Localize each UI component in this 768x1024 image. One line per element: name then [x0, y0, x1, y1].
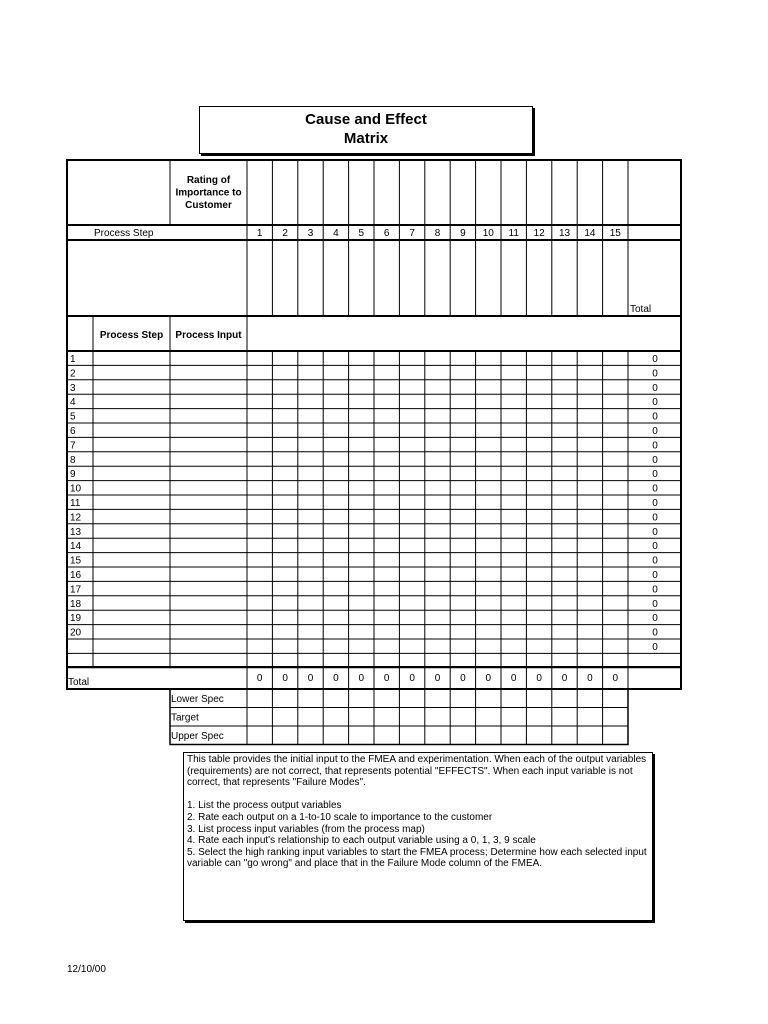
column-total: 0	[561, 673, 568, 684]
row-number: 8	[70, 454, 76, 466]
instructions-intro: This table provides the initial input to the FMEA and experimentation. When each of the output variables (requirements) are not correct, that represents potential "EFFECTS". When each input variable is not correct, that represents "Failure Modes".	[187, 754, 647, 789]
row-number: 3	[70, 382, 76, 394]
output-column-number: 10	[482, 228, 494, 239]
output-column-number: 13	[558, 228, 571, 239]
row-total: 0	[652, 411, 658, 423]
title-line-2: Matrix	[343, 130, 389, 147]
row-total: 0	[652, 613, 658, 625]
column-total: 0	[612, 673, 619, 684]
output-column-number: 12	[533, 228, 545, 239]
output-column-number: 6	[383, 228, 390, 239]
total-column-label: Total	[630, 304, 652, 315]
row-total: 0	[652, 354, 658, 365]
column-total: 0	[434, 673, 441, 684]
row-number: 15	[70, 555, 82, 567]
row-number: 12	[70, 512, 82, 524]
row-total: 0	[652, 483, 658, 495]
spec-row-label: Lower Spec	[171, 694, 224, 705]
column-total: 0	[587, 673, 593, 684]
output-column-number: 8	[434, 228, 441, 239]
row-total: 0	[652, 627, 658, 639]
row-number: 16	[70, 570, 82, 581]
column-total: 0	[358, 673, 365, 684]
process-step-column-header: Process Step	[99, 330, 164, 341]
column-total: 0	[333, 673, 339, 684]
row-number: 9	[70, 469, 76, 481]
row-number: 6	[70, 426, 76, 437]
output-column-number: 7	[409, 228, 415, 239]
output-column-number: 5	[358, 228, 365, 239]
row-total: 0	[652, 526, 658, 538]
column-total: 0	[383, 673, 390, 684]
output-column-number: 15	[609, 228, 621, 239]
column-total: 0	[256, 673, 263, 684]
row-number: 18	[70, 598, 82, 610]
row-total: 0	[652, 555, 658, 567]
instruction-step: 3. List process input variables (from the process map)	[187, 823, 425, 835]
column-total: 0	[409, 673, 415, 684]
output-column-number: 1	[256, 228, 263, 239]
totals-row-label: Total	[68, 677, 90, 688]
instructions-box	[183, 752, 653, 921]
column-total: 0	[460, 673, 466, 684]
row-total: 0	[652, 541, 658, 553]
row-number: 5	[70, 411, 76, 423]
instruction-step: 4. Rate each input's relationship to each output variable using a 0, 1, 3, 9 scale	[187, 835, 536, 847]
row-number: 10	[70, 483, 82, 495]
column-total: 0	[485, 673, 492, 684]
title-line-1: Cause and Effect	[305, 111, 427, 128]
row-number: 14	[70, 541, 82, 553]
output-column-number: 11	[508, 228, 519, 239]
row-number: 4	[70, 397, 76, 409]
row-number: 11	[70, 498, 81, 509]
row-total: 0	[652, 584, 658, 596]
spec-row-label: Target	[171, 712, 199, 724]
row-total: 0	[652, 368, 658, 380]
row-number: 13	[70, 526, 82, 538]
row-total: 0	[652, 382, 658, 394]
instructions-steps	[187, 800, 649, 870]
row-number: 2	[70, 368, 76, 380]
process-input-column-header: Process Input	[175, 330, 242, 341]
instruction-step: 1. List the process output variables	[187, 800, 342, 812]
column-total: 0	[307, 673, 314, 684]
output-column-number: 4	[333, 228, 339, 239]
footer-date: 12/10/00	[67, 964, 106, 975]
row-total: 0	[652, 440, 658, 452]
row-total: 0	[652, 570, 658, 581]
row-total: 0	[652, 512, 658, 524]
rating-label-line: Importance to	[175, 187, 242, 199]
output-column-number: 3	[307, 228, 314, 239]
process-step-header: Process Step	[94, 228, 154, 239]
output-column-number: 9	[460, 228, 466, 239]
row-number: 7	[70, 440, 76, 452]
spec-row-label: Upper Spec	[171, 731, 224, 742]
row-number: 20	[70, 627, 82, 639]
instruction-step: 5. Select the high ranking input variables to start the FMEA process; Determine how each selected input variable can "go wrong" and place that in the Failure Mode column of the FMEA.	[187, 846, 647, 870]
output-column-number: 2	[282, 228, 288, 239]
column-total: 0	[510, 673, 517, 684]
column-total: 0	[536, 673, 542, 684]
row-number: 17	[70, 584, 82, 596]
row-total: 0	[652, 469, 658, 481]
row-number: 1	[70, 354, 76, 365]
row-total: 0	[652, 498, 658, 509]
row-total: 0	[652, 598, 658, 610]
row-total: 0	[652, 642, 658, 653]
instruction-step: 2. Rate each output on a 1-to-10 scale to importance to the customer	[187, 811, 493, 823]
output-column-number: 14	[584, 228, 596, 239]
row-total: 0	[652, 454, 658, 466]
rating-label-line: Rating of	[186, 175, 231, 186]
row-total: 0	[652, 397, 658, 409]
column-total: 0	[282, 673, 288, 684]
row-total: 0	[652, 426, 658, 437]
row-number: 19	[70, 613, 82, 625]
rating-label-line: Customer	[185, 200, 232, 211]
